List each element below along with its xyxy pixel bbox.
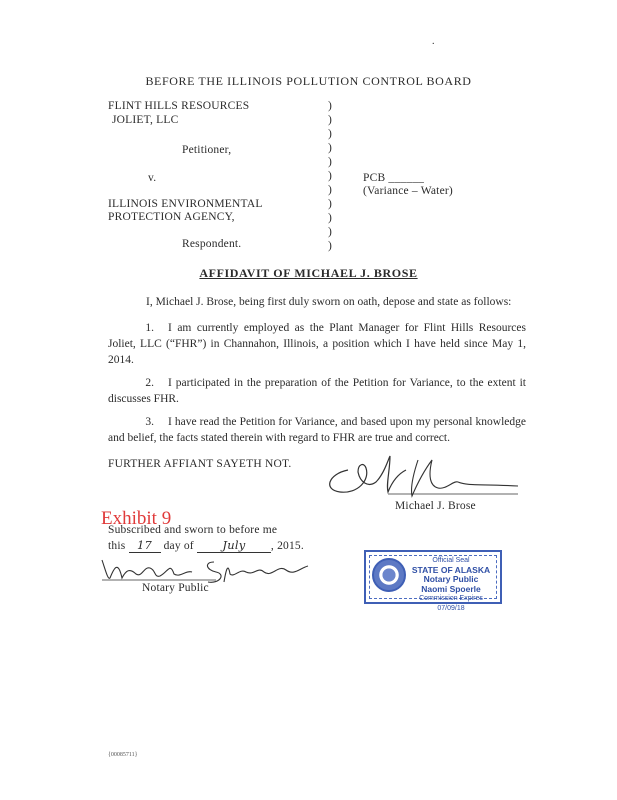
paragraph-number: 2. bbox=[145, 377, 154, 389]
page-dot: . bbox=[432, 36, 435, 47]
paragraph-1 bbox=[108, 320, 526, 368]
jurat-line1: Subscribed and sworn to before me bbox=[108, 524, 278, 536]
footer-code: {00085711} bbox=[108, 752, 138, 758]
respondent-role: Respondent. bbox=[182, 238, 242, 250]
paren: ) bbox=[328, 240, 332, 252]
paragraph-number: 1. bbox=[145, 322, 154, 334]
stamp-line5: Commission Expires 07/09/18 bbox=[419, 595, 483, 612]
paren: ) bbox=[328, 198, 332, 210]
further-affiant: FURTHER AFFIANT SAYETH NOT. bbox=[108, 458, 292, 470]
case-number: PCB ______ bbox=[363, 172, 425, 184]
jurat-day-of: day of bbox=[163, 540, 194, 552]
jurat-year: , 2015. bbox=[270, 540, 304, 552]
petitioner-role: Petitioner, bbox=[182, 144, 232, 156]
versus: v. bbox=[148, 172, 157, 184]
affidavit-title: AFFIDAVIT OF MICHAEL J. BROSE bbox=[199, 266, 418, 280]
notary-public-label: Notary Public bbox=[142, 582, 209, 594]
jurat-month-value: July bbox=[197, 538, 271, 553]
paragraph-text: I participated in the preparation of the Petition for Variance, to the extent it discusses FHR. bbox=[108, 377, 526, 405]
stamp-line4: Naomi Spoerle bbox=[421, 583, 481, 594]
paren: ) bbox=[328, 184, 332, 196]
exhibit-label: Exhibit 9 bbox=[101, 508, 172, 529]
notary-stamp bbox=[364, 550, 502, 612]
paren: ) bbox=[328, 170, 332, 182]
jurat-this: this bbox=[108, 540, 126, 552]
paren: ) bbox=[328, 142, 332, 154]
paren: ) bbox=[328, 128, 332, 140]
jurat-day-value: 17 bbox=[129, 538, 161, 553]
stamp-line2: STATE OF ALASKA bbox=[411, 564, 491, 575]
state-seal-icon bbox=[372, 558, 406, 592]
caption-parentheses bbox=[328, 100, 336, 250]
paragraph-text: I have read the Petition for Variance, and based upon my personal knowledge and belief, the facts stated therein with regard to FHR are true and correct. bbox=[108, 416, 526, 444]
stamp-line3: Notary Public bbox=[423, 574, 479, 584]
paren: ) bbox=[328, 100, 332, 112]
affiant-signature bbox=[318, 452, 528, 502]
stamp-text bbox=[406, 556, 496, 613]
intro-text: I, Michael J. Brose, being first duly sworn on oath, depose and state as follows: bbox=[146, 296, 512, 308]
case-type: (Variance – Water) bbox=[363, 185, 453, 197]
paragraph-3 bbox=[108, 414, 526, 446]
petitioner-name-line1: FLINT HILLS RESOURCES bbox=[108, 100, 250, 112]
paragraph-number: 3. bbox=[145, 416, 154, 428]
respondent-name-line2: PROTECTION AGENCY, bbox=[108, 211, 235, 223]
paren: ) bbox=[328, 156, 332, 168]
paren: ) bbox=[328, 114, 332, 126]
paren: ) bbox=[328, 212, 332, 224]
paren: ) bbox=[328, 226, 332, 238]
paragraph-2 bbox=[108, 375, 526, 407]
board-heading: BEFORE THE ILLINOIS POLLUTION CONTROL BOARD bbox=[145, 74, 472, 88]
petitioner-name-line2: JOLIET, LLC bbox=[112, 114, 179, 126]
signer-name: Michael J. Brose bbox=[395, 500, 476, 512]
intro-paragraph bbox=[108, 294, 526, 310]
paragraph-text: I am currently employed as the Plant Manager for Flint Hills Resources Joliet, LLC (“FHR”) in Channahon, Illinois, a position which I have held since May 1, 2014. bbox=[108, 322, 526, 366]
stamp-line1: Official Seal bbox=[432, 557, 470, 564]
respondent-name-line1: ILLINOIS ENVIRONMENTAL bbox=[108, 198, 263, 210]
